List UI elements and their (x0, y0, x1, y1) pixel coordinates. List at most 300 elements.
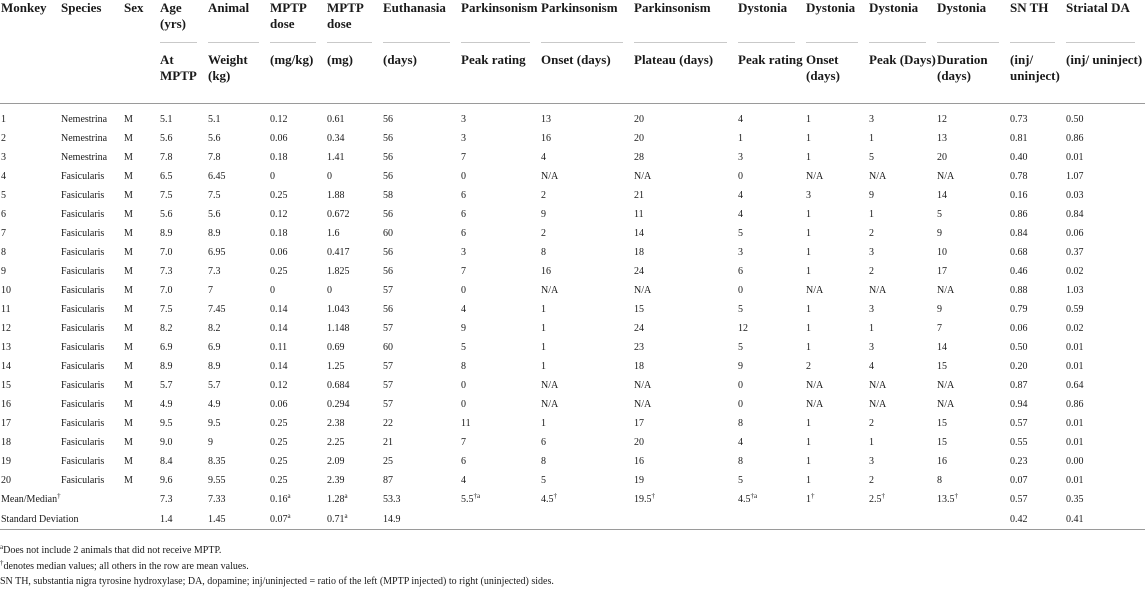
table-row (0, 338, 1145, 357)
table-cell: 15 (937, 418, 947, 429)
table-cell: 12 (1, 323, 11, 334)
table-cell: 17 (1, 418, 11, 429)
table-cell: 5 (738, 304, 743, 315)
table-cell: 8.9 (160, 228, 173, 239)
table-cell: N/A (634, 399, 652, 410)
table-cell: 28 (634, 152, 644, 163)
table-cell: 0.40 (1010, 152, 1028, 163)
table-cell (737, 509, 805, 530)
table-cell: 9.5 (160, 418, 173, 429)
table-cell: 0.11 (270, 342, 288, 353)
table-cell: 0 (327, 285, 332, 296)
table-cell: 9 (1, 266, 6, 277)
column-header: Dystonia (737, 0, 805, 43)
table-cell: 0.294 (327, 399, 350, 410)
column-subheader: (inj/ uninject) (1065, 43, 1145, 104)
table-cell: Fasicularis (61, 247, 105, 258)
table-cell: Fasicularis (61, 171, 105, 182)
table-cell: 1 (541, 361, 546, 372)
table-cell: Nemestrina (61, 152, 108, 163)
table-row (0, 243, 1145, 262)
table-cell: 0.16 (1010, 190, 1028, 201)
table-cell: 0.57 (1010, 494, 1028, 505)
column-subheader: (mg) (326, 43, 382, 104)
footnote-dagger (0, 559, 554, 575)
table-cell: M (124, 361, 133, 372)
table-cell: 0.417 (327, 247, 350, 258)
table-cell: 56 (383, 171, 393, 182)
table-cell: 0.86 (1010, 209, 1028, 220)
table-cell: M (124, 133, 133, 144)
table-cell (460, 509, 540, 530)
column-subheader: (inj/ uninject) (1009, 43, 1065, 104)
table-cell: 5.6 (160, 209, 173, 220)
table-cell: 16 (541, 133, 551, 144)
table-cell: 9 (937, 228, 942, 239)
table-cell: 0.94 (1010, 399, 1028, 410)
table-cell: Mean/Median† (1, 492, 61, 505)
table-cell: 6 (461, 456, 466, 467)
table-cell: N/A (937, 399, 955, 410)
table-row (0, 129, 1145, 148)
table-cell: 9 (461, 323, 466, 334)
table-cell: 3 (461, 247, 466, 258)
table-cell: 4 (541, 152, 546, 163)
table-cell: 0.42 (1009, 509, 1065, 530)
table-cell: 3 (869, 342, 874, 353)
table-cell: 2.39 (327, 475, 345, 486)
table-cell: N/A (541, 285, 559, 296)
footnote-a (0, 543, 554, 559)
table-cell: 2 (541, 190, 546, 201)
table-cell: 4 (738, 190, 743, 201)
table-cell: Nemestrina (61, 133, 108, 144)
table-cell: 1.043 (327, 304, 350, 315)
table-cell: 53.3 (383, 494, 401, 505)
table-cell: 5 (1, 190, 6, 201)
table-cell: 1 (806, 418, 811, 429)
table-cell: 18 (634, 361, 644, 372)
table-cell: 0.73 (1010, 114, 1028, 125)
table-cell: 0.02 (1066, 323, 1084, 334)
table-cell: M (124, 380, 133, 391)
table-cell: Fasicularis (61, 456, 105, 467)
table-cell: 0.23 (1010, 456, 1028, 467)
table-cell: 8.2 (208, 323, 221, 334)
table-cell: 0.12 (270, 380, 288, 391)
table-cell: 1 (869, 323, 874, 334)
column-subheader: Onset (days) (805, 43, 868, 104)
table-cell: 1 (738, 133, 743, 144)
table-cell: 1 (541, 342, 546, 353)
table-cell (540, 509, 633, 530)
table-cell: 1 (1, 114, 6, 125)
table-row (0, 319, 1145, 338)
table-cell: 7.3 (208, 266, 221, 277)
table-cell: M (124, 399, 133, 410)
table-cell: 14 (1, 361, 11, 372)
table-cell: 0.61 (327, 114, 345, 125)
column-subheader (123, 43, 159, 104)
table-cell: 4 (461, 475, 466, 486)
table-cell: 1 (869, 133, 874, 144)
table-cell: M (124, 228, 133, 239)
table-cell: 10 (1, 285, 11, 296)
table-cell: 57 (383, 361, 393, 372)
table-cell: 19 (1, 456, 11, 467)
column-subheader: At MPTP (159, 43, 207, 104)
table-cell: 1 (806, 437, 811, 448)
column-header: Sex (124, 0, 144, 15)
table-cell: 2 (1, 133, 6, 144)
table-cell: 5 (869, 152, 874, 163)
table-cell: 1.41 (327, 152, 345, 163)
table-cell: 25 (383, 456, 393, 467)
table-cell: 1 (869, 209, 874, 220)
table-cell: 9 (937, 304, 942, 315)
table-cell: 1 (806, 209, 811, 220)
table-cell: N/A (937, 380, 955, 391)
column-subheader: Plateau (days) (633, 43, 737, 104)
column-header: Species (61, 0, 102, 15)
header-row-primary (0, 0, 1145, 43)
table-cell: 0.50 (1010, 342, 1028, 353)
table-cell: 5.6 (208, 209, 221, 220)
table-cell: 0.07 (1010, 475, 1028, 486)
table-cell: Fasicularis (61, 475, 105, 486)
table-cell: 6.5 (160, 171, 173, 182)
table-cell (868, 509, 936, 530)
table-cell: 1.88 (327, 190, 345, 201)
table-cell: 1.03 (1066, 285, 1084, 296)
table-cell: 0 (738, 380, 743, 391)
table-cell: N/A (869, 285, 887, 296)
table-cell: 7.0 (160, 285, 173, 296)
table-cell: 8 (541, 456, 546, 467)
summary-row (0, 490, 1145, 509)
table-cell: 7 (208, 285, 213, 296)
table-cell: 3 (738, 247, 743, 258)
column-header: Animal (207, 0, 269, 43)
table-cell: 14.9 (382, 509, 460, 530)
table-cell: 0.78 (1010, 171, 1028, 182)
table-cell: 6 (461, 228, 466, 239)
table-cell: 0.25 (270, 190, 288, 201)
column-header: MPTP dose (326, 0, 382, 43)
table-cell: 3 (738, 152, 743, 163)
table-cell: 16 (937, 456, 947, 467)
table-cell: 0.01 (1066, 437, 1084, 448)
table-cell: 0.68 (1010, 247, 1028, 258)
table-cell: 7 (461, 266, 466, 277)
column-subheader: Peak rating (737, 43, 805, 104)
table-cell: 15 (937, 437, 947, 448)
table-cell: 0 (461, 171, 466, 182)
table-cell: 0.64 (1066, 380, 1084, 391)
table-cell: 17 (634, 418, 644, 429)
table-cell: 10 (937, 247, 947, 258)
table-cell: N/A (806, 380, 824, 391)
table-row (0, 205, 1145, 224)
table-cell: 9 (869, 190, 874, 201)
table-cell: 5.1 (160, 114, 173, 125)
table-cell: 5.1 (208, 114, 221, 125)
table-cell: N/A (869, 380, 887, 391)
table-cell: 20 (634, 114, 644, 125)
table-cell: 0.12 (270, 114, 288, 125)
table-cell: M (124, 475, 133, 486)
table-cell: N/A (806, 399, 824, 410)
table-cell: 6 (738, 266, 743, 277)
table-cell: Fasicularis (61, 285, 105, 296)
table-cell: Fasicularis (61, 209, 105, 220)
table-cell: 56 (383, 247, 393, 258)
table-cell: 9.5 (208, 418, 221, 429)
table-row (0, 357, 1145, 376)
table-cell: 57 (383, 399, 393, 410)
table-cell: 56 (383, 133, 393, 144)
table-cell: 1 (541, 304, 546, 315)
column-subheader: Duration (days) (936, 43, 1009, 104)
column-header: Euthanasia (382, 0, 460, 43)
column-header: Dystonia (805, 0, 868, 43)
table-cell: 8 (461, 361, 466, 372)
table-cell: 8.9 (208, 228, 221, 239)
table-cell: 21 (383, 437, 393, 448)
table-cell: 0.55 (1010, 437, 1028, 448)
table-cell: 0.59 (1066, 304, 1084, 315)
table-cell: 8.9 (160, 361, 173, 372)
table-cell: 0 (461, 380, 466, 391)
table-cell: 2.38 (327, 418, 345, 429)
table-cell: 2 (869, 266, 874, 277)
column-subheader: (mg/kg) (269, 43, 326, 104)
table-cell: 8.35 (208, 456, 226, 467)
table-cell: N/A (806, 171, 824, 182)
table-cell: N/A (937, 171, 955, 182)
table-cell: 24 (634, 323, 644, 334)
column-header: Age (yrs) (159, 0, 207, 43)
table-cell: 0.25 (270, 266, 288, 277)
table-cell: 3 (869, 456, 874, 467)
table-cell: 1 (806, 152, 811, 163)
column-subheader: (days) (382, 43, 460, 104)
table-cell: 0.684 (327, 380, 350, 391)
table-cell: M (124, 323, 133, 334)
column-header: Striatal DA (1065, 0, 1145, 43)
footnote-dagger-marker: † (0, 558, 4, 567)
column-header: Dystonia (868, 0, 936, 43)
table-cell: 7.8 (208, 152, 221, 163)
table-cell: 20 (937, 152, 947, 163)
table-cell: Fasicularis (61, 399, 105, 410)
table-cell: M (124, 171, 133, 182)
table-cell: 56 (383, 114, 393, 125)
table-cell: 0.01 (1066, 361, 1084, 372)
table-cell: 6 (1, 209, 6, 220)
table-cell: 0.37 (1066, 247, 1084, 258)
table-cell: 2.09 (327, 456, 345, 467)
table-cell: 16 (1, 399, 11, 410)
table-cell: 3 (869, 114, 874, 125)
footnote-a-marker: a (0, 543, 4, 551)
table-cell: 1 (806, 475, 811, 486)
table-cell: 0.41 (1065, 509, 1145, 530)
table-cell: 1.4 (159, 509, 207, 530)
table-row (0, 224, 1145, 243)
table-cell: 0.12 (270, 209, 288, 220)
table-row (0, 262, 1145, 281)
table-cell: 0 (461, 285, 466, 296)
table-cell: 15 (937, 361, 947, 372)
table-cell: Standard Deviation (0, 509, 60, 530)
table-cell: 2.25 (327, 437, 345, 448)
footnote-a-text: Does not include 2 animals that did not receive MPTP. (3, 545, 222, 556)
table-cell: 15 (634, 304, 644, 315)
table-cell: 6.45 (208, 171, 226, 182)
table-cell: Fasicularis (61, 304, 105, 315)
table-cell: 0.03 (1066, 190, 1084, 201)
table-cell: 14 (937, 190, 947, 201)
table-cell: 5 (461, 342, 466, 353)
table-cell: 58 (383, 190, 393, 201)
table-cell: 6.9 (208, 342, 221, 353)
table-cell: 7.33 (208, 494, 226, 505)
table-cell: 6 (541, 437, 546, 448)
table-row (0, 395, 1145, 414)
table-cell: 11 (1, 304, 11, 315)
table-cell: Fasicularis (61, 228, 105, 239)
table-cell: 1.45 (207, 509, 269, 530)
table-cell: 0.34 (327, 133, 345, 144)
table-row (0, 167, 1145, 186)
table-cell: 3 (869, 247, 874, 258)
table-cell: 19 (634, 475, 644, 486)
table-cell: 8 (937, 475, 942, 486)
table-cell: 2 (869, 475, 874, 486)
table-cell: 18 (1, 437, 11, 448)
table-cell: 0.00 (1066, 456, 1084, 467)
table-row (0, 186, 1145, 205)
table-cell: 0.84 (1066, 209, 1084, 220)
table-cell: 13 (541, 114, 551, 125)
table-cell: M (124, 247, 133, 258)
table-cell: 7.0 (160, 247, 173, 258)
table-cell: N/A (634, 285, 652, 296)
table-cell: 87 (383, 475, 393, 486)
table-cell: 9.55 (208, 475, 226, 486)
table-cell: M (124, 114, 133, 125)
table-cell: 0 (327, 171, 332, 182)
table-cell: 24 (634, 266, 644, 277)
table-cell: 0.18 (270, 228, 288, 239)
table-cell: Fasicularis (61, 323, 105, 334)
table-cell: 1 (806, 342, 811, 353)
table-cell: N/A (869, 399, 887, 410)
table-cell: Fasicularis (61, 418, 105, 429)
table-cell: 2 (869, 418, 874, 429)
table-cell: N/A (634, 380, 652, 391)
table-cell: 57 (383, 323, 393, 334)
table-cell: 0.25 (270, 475, 288, 486)
table-cell: 1† (806, 492, 815, 505)
table-cell: 1 (806, 114, 811, 125)
table-cell: 0.20 (1010, 361, 1028, 372)
table-cell: 1 (541, 323, 546, 334)
table-cell: 2 (806, 361, 811, 372)
table-cell (936, 509, 1009, 530)
table-cell: 9 (738, 361, 743, 372)
table-cell: 2 (541, 228, 546, 239)
column-subheader: Peak (Days) (868, 43, 936, 104)
table-cell: 1.148 (327, 323, 350, 334)
table-cell: 23 (634, 342, 644, 353)
table-cell: 4 (738, 437, 743, 448)
table-cell: 0.81 (1010, 133, 1028, 144)
table-cell: N/A (937, 285, 955, 296)
table-cell: 0.46 (1010, 266, 1028, 277)
table-cell: 16 (541, 266, 551, 277)
footnotes (0, 543, 554, 590)
table-row (0, 414, 1145, 433)
table-cell: 5 (937, 209, 942, 220)
table-cell: 1.28$^a$ (327, 492, 348, 505)
table-cell: 1.07 (1066, 171, 1084, 182)
column-header: Parkinsonism (460, 0, 540, 43)
table-cell: 0.06 (270, 399, 288, 410)
table-cell: 1 (806, 133, 811, 144)
table-cell: 7 (937, 323, 942, 334)
table-cell: 4 (1, 171, 6, 182)
table-cell: 0.16$^a$ (270, 492, 291, 505)
table-cell: 0.06 (1066, 228, 1084, 239)
table-cell: 0.02 (1066, 266, 1084, 277)
table-cell: 0.25 (270, 437, 288, 448)
table-cell: M (124, 152, 133, 163)
table-cell: N/A (869, 171, 887, 182)
table-cell: M (124, 437, 133, 448)
column-subheader: Weight (kg) (207, 43, 269, 104)
table-cell: 7.3 (160, 266, 173, 277)
table-cell: 4 (461, 304, 466, 315)
table-cell: 1 (806, 266, 811, 277)
table-cell: M (124, 304, 133, 315)
table-cell: 0 (738, 399, 743, 410)
table-cell: 0 (738, 285, 743, 296)
table-cell: 0 (270, 171, 275, 182)
table-cell: N/A (541, 171, 559, 182)
table-cell: M (124, 209, 133, 220)
table-cell: 0.86 (1066, 399, 1084, 410)
table-cell: 19.5† (634, 492, 655, 505)
table-cell: 56 (383, 304, 393, 315)
table-cell: 7.45 (208, 304, 226, 315)
table-cell: 7.5 (160, 190, 173, 201)
table-cell: 57 (383, 380, 393, 391)
table-cell: 0 (738, 171, 743, 182)
table-cell: 9 (541, 209, 546, 220)
table-row (0, 300, 1145, 319)
table-cell: 5 (738, 228, 743, 239)
table-cell: 0.25 (270, 418, 288, 429)
table-cell: 7 (1, 228, 6, 239)
table-cell: 21 (634, 190, 644, 201)
table-cell: 1 (806, 247, 811, 258)
table-cell: 2 (869, 228, 874, 239)
table-cell: 6.95 (208, 247, 226, 258)
table-cell: 7 (461, 437, 466, 448)
table-cell: 13.5† (937, 492, 958, 505)
